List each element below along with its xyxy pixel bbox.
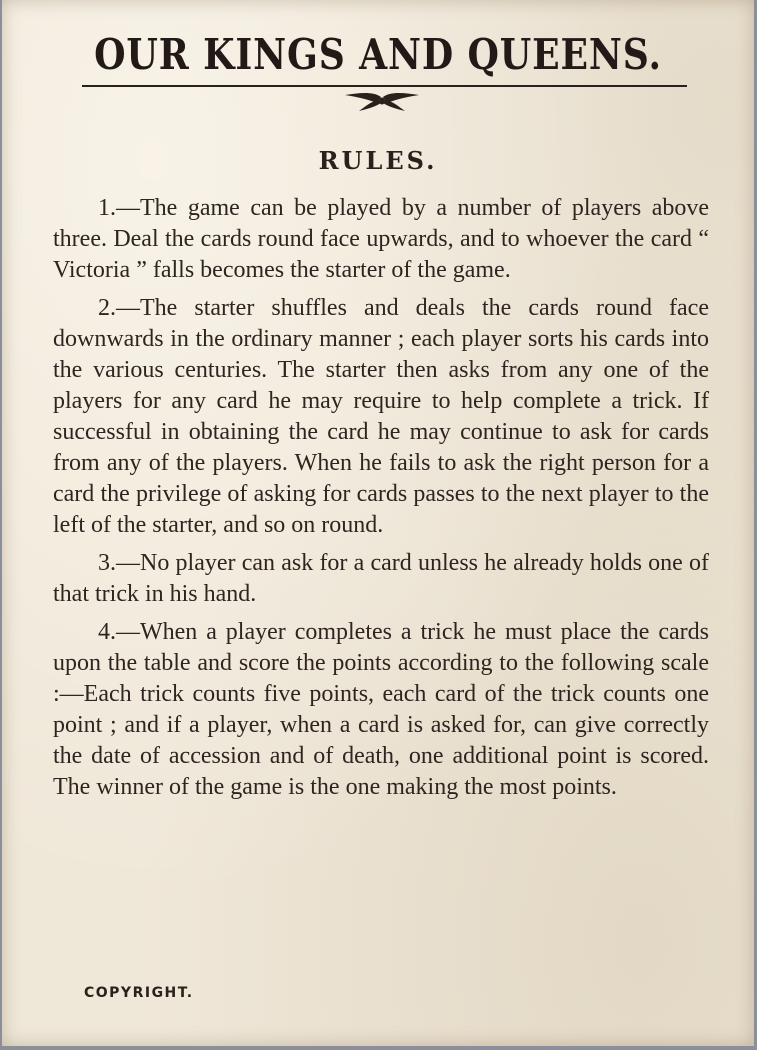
rule-2: 2.—The starter shuffles and deals the cards round face downwards in the ordinary manner ; each player sorts his cards into the various centuries. The starter then asks from any one of the players for any card he may require to help complete a trick. If successful in obtaining the card he may continue to ask for cards from any of the players. When he fails to ask the right person for a card the privilege of asking for cards passes to the next player to the left of the starter, and so on round.: [53, 295, 709, 538]
card-title: OUR KINGS AND QUEENS.: [94, 30, 662, 79]
rule-3: 3.—No player can ask for a card unless he already holds one of that trick in his hand.: [53, 550, 709, 607]
rule-4: 4.—When a player completes a trick he must place the cards upon the table and score the points according to the following scale :—Each trick counts five points, each card of the trick counts one point ; and if a player, when a card is asked for, can give correctly the date of accession and of death, one additional point is scored. The winner of the game is the one making the most points.: [53, 619, 709, 800]
leaf-fleuron-icon: [337, 91, 427, 113]
rules-heading: RULES.: [318, 146, 438, 175]
title-underline: [82, 85, 687, 87]
rule-1: 1.—The game can be played by a number of players above three. Deal the cards round face upwards, and to whoever the card “ Victoria ” falls becomes the starter of the game.: [53, 195, 709, 283]
copyright-notice: COPYRIGHT.: [84, 985, 194, 1001]
rules-list: [53, 193, 709, 810]
game-rules-card: [2, 0, 754, 1046]
